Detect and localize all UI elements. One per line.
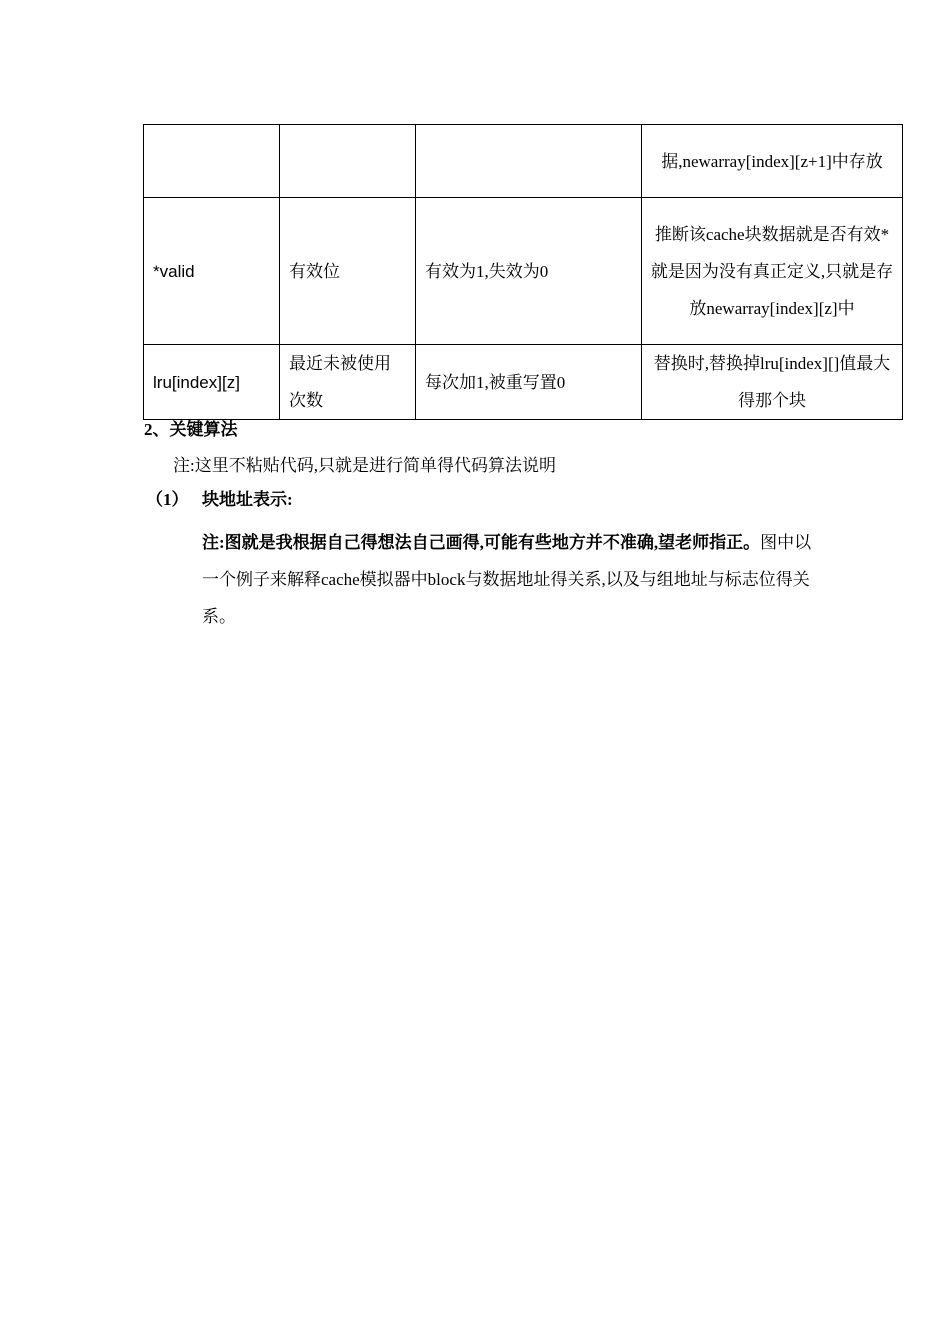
table-cell <box>280 125 416 198</box>
table-row <box>144 345 903 420</box>
table-cell: 最近未被使用次数 <box>280 345 416 420</box>
list-item-title: 块地址表示: <box>202 490 293 509</box>
table-cell: 据,newarray[index][z+1]中存放 <box>642 125 903 198</box>
table-cell: 替换时,替换掉lru[index][]值最大得那个块 <box>642 345 903 420</box>
section-heading: 2、关键算法 <box>144 420 238 439</box>
table-cell <box>144 125 280 198</box>
table-row <box>144 198 903 345</box>
table-cell <box>416 125 642 198</box>
table-cell: *valid <box>144 198 280 345</box>
table-cell: lru[index][z] <box>144 345 280 420</box>
paragraph-text: 图中以一个例子来解释cache模拟器中block与数据地址得关系,以及与组地址与标志位得关系。 <box>202 533 812 626</box>
table-cell: 有效为1,失效为0 <box>416 198 642 345</box>
table-cell: 有效位 <box>280 198 416 345</box>
list-item-marker: （1） <box>146 490 189 509</box>
variable-table <box>143 124 903 420</box>
table-row <box>144 125 903 198</box>
table-cell: 推断该cache块数据就是否有效*就是因为没有真正定义,只就是存放newarray[index][z]中 <box>642 198 903 345</box>
paragraph-bold-text: 注:图就是我根据自己得想法自己画得,可能有些地方并不准确,望老师指正。 <box>202 533 761 552</box>
section-note: 注:这里不粘贴代码,只就是进行简单得代码算法说明 <box>173 456 556 475</box>
table-cell: 每次加1,被重写置0 <box>416 345 642 420</box>
list-item-paragraph <box>202 524 817 635</box>
